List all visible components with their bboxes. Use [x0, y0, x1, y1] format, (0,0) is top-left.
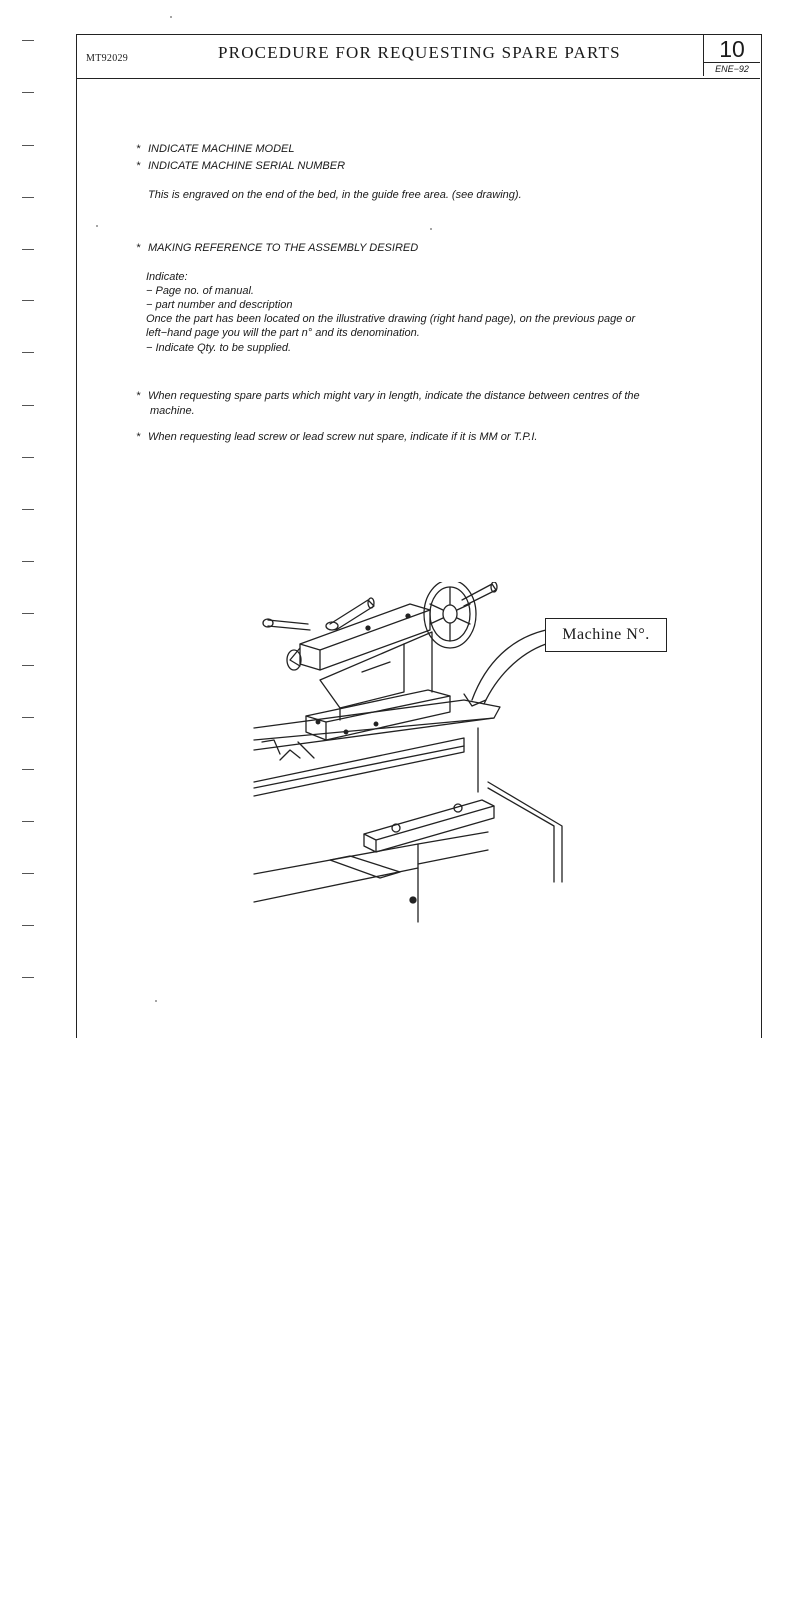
document-id: MT92029 — [86, 53, 129, 64]
once-located-line1: Once the part has been located on the illustrative drawing (right hand page), on the previous page or — [146, 313, 636, 325]
once-located-line2: left−hand page you will the part n° and its denomination. — [146, 327, 420, 339]
bullet-machine-model — [136, 143, 294, 155]
bullet-text: MAKING REFERENCE TO THE ASSEMBLY DESIRED — [148, 242, 419, 254]
bullet-serial-number — [136, 160, 345, 172]
bullet-text: When requesting spare parts which might vary in length, indicate the distance between centres of the — [148, 390, 640, 402]
item-quantity: − Indicate Qty. to be supplied. — [146, 342, 292, 354]
lathe-tailstock-drawing — [250, 582, 690, 952]
length-line2: machine. — [150, 405, 195, 417]
bullet-marker: * — [136, 390, 141, 402]
bullet-text: INDICATE MACHINE SERIAL NUMBER — [148, 160, 346, 172]
bullet-marker: * — [136, 431, 141, 443]
item-page-no: − Page no. of manual. — [146, 285, 254, 297]
bullet-length — [136, 390, 640, 402]
serial-note: This is engraved on the end of the bed, in the guide free area. (see drawing). — [148, 189, 522, 201]
page-header — [76, 34, 760, 79]
machine-number-label: Machine N°. — [562, 626, 650, 643]
item-part-number: − part number and description — [146, 299, 293, 311]
bullet-marker: * — [136, 143, 141, 155]
bullet-lead-screw — [136, 431, 537, 443]
revision-code: ENE−92 — [704, 62, 760, 76]
page-number: 10 — [719, 36, 745, 62]
bullet-text: When requesting lead screw or lead screw nut spare, indicate if it is MM or T.P.I. — [148, 431, 538, 443]
bullet-marker: * — [136, 160, 141, 172]
indicate-label: Indicate: — [146, 271, 188, 283]
bullet-text: INDICATE MACHINE MODEL — [148, 143, 295, 155]
scan-speck — [170, 16, 172, 18]
page-number-box — [703, 34, 760, 76]
page-title: PROCEDURE FOR REQUESTING SPARE PARTS — [218, 43, 621, 62]
bullet-marker: * — [136, 242, 141, 254]
machine-number-callout — [545, 618, 667, 652]
bullet-assembly — [136, 242, 418, 254]
